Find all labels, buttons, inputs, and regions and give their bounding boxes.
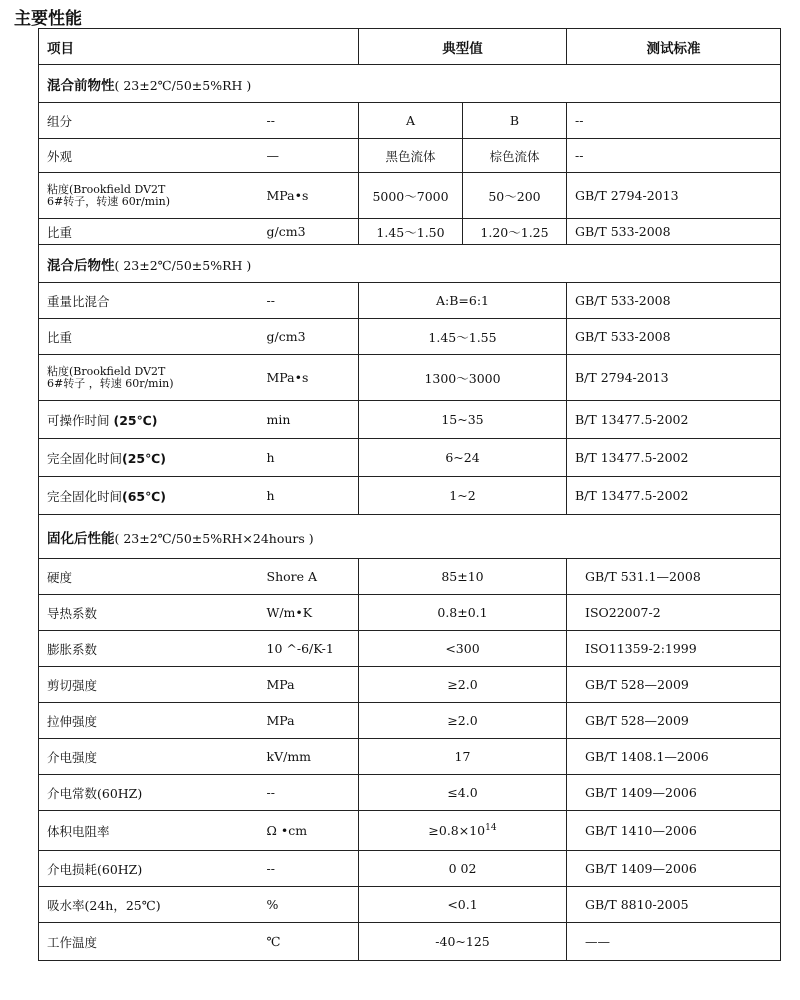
property-unit: Shore A (263, 559, 359, 595)
table-row (39, 401, 781, 439)
property-unit: kV/mm (263, 739, 359, 775)
table-row (39, 219, 781, 245)
typical-value: 17 (359, 739, 567, 775)
property-unit: MPa•s (263, 173, 359, 219)
typical-value: 1300～3000 (359, 355, 567, 401)
property-name: 硬度 (39, 559, 263, 595)
test-standard: GB/T 1408.1—2006 (567, 739, 781, 775)
value-a: 1.45～1.50 (359, 219, 463, 245)
table-row (39, 703, 781, 739)
value-b: 1.20～1.25 (463, 219, 567, 245)
typical-value: ≤4.0 (359, 775, 567, 811)
property-name: 外观 (39, 139, 263, 173)
property-unit: -- (263, 103, 359, 139)
table-row (39, 173, 781, 219)
typical-value: -40~125 (359, 923, 567, 961)
typical-value: 15~35 (359, 401, 567, 439)
value-a: 5000～7000 (359, 173, 463, 219)
test-standard: GB/T 533-2008 (567, 319, 781, 355)
test-standard: GB/T 8810-2005 (567, 887, 781, 923)
value-a: A (359, 103, 463, 139)
property-unit: g/cm3 (263, 219, 359, 245)
test-standard: B/T 2794-2013 (567, 355, 781, 401)
property-name: 重量比混合 (39, 283, 263, 319)
table-header (39, 29, 781, 65)
section-row (39, 245, 781, 283)
property-name-line: 6#转子，转速 60r/min) (47, 194, 170, 208)
table-row (39, 595, 781, 631)
test-standard: -- (567, 139, 781, 173)
property-unit: MPa•s (263, 355, 359, 401)
property-unit: g/cm3 (263, 319, 359, 355)
typical-value: 1.45～1.55 (359, 319, 567, 355)
section-condition: ( 23±2℃/50±5%RH×24hours ) (114, 530, 314, 546)
property-unit: -- (263, 851, 359, 887)
property-name: 导热系数 (39, 595, 263, 631)
table-row (39, 887, 781, 923)
property-name-text: 可操作时间 (47, 412, 114, 428)
test-standard: -- (567, 103, 781, 139)
typical-value-exponent: 14 (485, 822, 497, 833)
table-row (39, 103, 781, 139)
section-row (39, 65, 781, 103)
typical-value: 1~2 (359, 477, 567, 515)
test-standard: GB/T 1410—2006 (567, 811, 781, 851)
property-name: 体积电阻率 (39, 811, 263, 851)
typical-value: <0.1 (359, 887, 567, 923)
property-unit: MPa (263, 667, 359, 703)
test-standard: GB/T 533-2008 (567, 219, 781, 245)
section-row (39, 515, 781, 559)
section-title: 固化后性能 (47, 530, 115, 547)
property-name-text: 完全固化时间 (47, 450, 123, 466)
property-unit: h (263, 439, 359, 477)
header-typical: 典型值 (359, 29, 567, 65)
table-row (39, 283, 781, 319)
property-name-text: 完全固化时间 (47, 488, 123, 504)
table-row (39, 355, 781, 401)
typical-value: 85±10 (359, 559, 567, 595)
test-standard: —— (567, 923, 781, 961)
property-unit: ℃ (263, 923, 359, 961)
performance-table (38, 28, 781, 961)
property-name-line: 粘度(Brookfield DV2T (47, 182, 166, 196)
typical-value (359, 811, 567, 851)
section-title: 混合后物性 (47, 257, 115, 274)
table-row (39, 631, 781, 667)
table-row (39, 851, 781, 887)
typical-value: 0.8±0.1 (359, 595, 567, 631)
test-standard: ISO11359-2:1999 (567, 631, 781, 667)
typical-value: 6~24 (359, 439, 567, 477)
typical-value: ≥2.0 (359, 703, 567, 739)
table-row (39, 559, 781, 595)
page-title: 主要性能 (14, 9, 82, 29)
value-a: 黑色流体 (359, 139, 463, 173)
test-standard: GB/T 533-2008 (567, 283, 781, 319)
property-unit: 10 ^-6/K-1 (263, 631, 359, 667)
property-name: 拉伸强度 (39, 703, 263, 739)
property-name: 工作温度 (39, 923, 263, 961)
table-row (39, 667, 781, 703)
test-standard: GB/T 531.1—2008 (567, 559, 781, 595)
property-name: 介电常数(60HZ) (39, 775, 263, 811)
table-row (39, 811, 781, 851)
test-standard: GB/T 528—2009 (567, 703, 781, 739)
table-row (39, 439, 781, 477)
property-unit: W/m•K (263, 595, 359, 631)
property-name: 比重 (39, 319, 263, 355)
property-name (39, 439, 263, 477)
value-b: 棕色流体 (463, 139, 567, 173)
table-row (39, 319, 781, 355)
property-name (39, 401, 263, 439)
header-standard: 测试标准 (567, 29, 781, 65)
property-name: 比重 (39, 219, 263, 245)
property-name (39, 477, 263, 515)
property-unit: MPa (263, 703, 359, 739)
property-name-line: 6#转子 ，转速 60r/min) (47, 376, 174, 390)
table-row (39, 739, 781, 775)
test-standard: B/T 13477.5-2002 (567, 439, 781, 477)
typical-value: ≥2.0 (359, 667, 567, 703)
typical-value: 0 02 (359, 851, 567, 887)
test-standard: ISO22007-2 (567, 595, 781, 631)
test-standard: GB/T 528—2009 (567, 667, 781, 703)
property-name-line: 粘度(Brookfield DV2T (47, 364, 166, 378)
table-row (39, 923, 781, 961)
table-row (39, 139, 781, 173)
property-name: 介电强度 (39, 739, 263, 775)
test-standard: B/T 13477.5-2002 (567, 401, 781, 439)
property-name-temp: (25℃) (122, 450, 166, 466)
typical-value: A:B=6:1 (359, 283, 567, 319)
property-unit: h (263, 477, 359, 515)
property-name: 组分 (39, 103, 263, 139)
property-name (39, 173, 263, 219)
typical-value: <300 (359, 631, 567, 667)
property-name: 介电损耗(60HZ) (39, 851, 263, 887)
test-standard: GB/T 2794-2013 (567, 173, 781, 219)
value-b: 50～200 (463, 173, 567, 219)
test-standard: B/T 13477.5-2002 (567, 477, 781, 515)
property-name-temp: (65℃) (122, 488, 166, 504)
property-name: 膨胀系数 (39, 631, 263, 667)
section-title: 混合前物性 (47, 77, 115, 94)
table-row (39, 775, 781, 811)
property-name: 吸水率(24h，25℃) (39, 887, 263, 923)
property-unit: min (263, 401, 359, 439)
property-unit: -- (263, 775, 359, 811)
property-name-temp: (25℃) (113, 412, 158, 428)
property-unit: — (263, 139, 359, 173)
typical-value-base: ≥0.8×10 (428, 823, 486, 839)
property-name (39, 355, 263, 401)
table-row (39, 477, 781, 515)
value-b: B (463, 103, 567, 139)
test-standard: GB/T 1409—2006 (567, 775, 781, 811)
property-unit: -- (263, 283, 359, 319)
property-name: 剪切强度 (39, 667, 263, 703)
section-condition: ( 23±2℃/50±5%RH ) (114, 257, 252, 273)
test-standard: GB/T 1409—2006 (567, 851, 781, 887)
section-condition: ( 23±2℃/50±5%RH ) (114, 77, 252, 93)
property-unit: Ω •cm (263, 811, 359, 851)
header-item: 项目 (39, 29, 359, 65)
property-unit: % (263, 887, 359, 923)
